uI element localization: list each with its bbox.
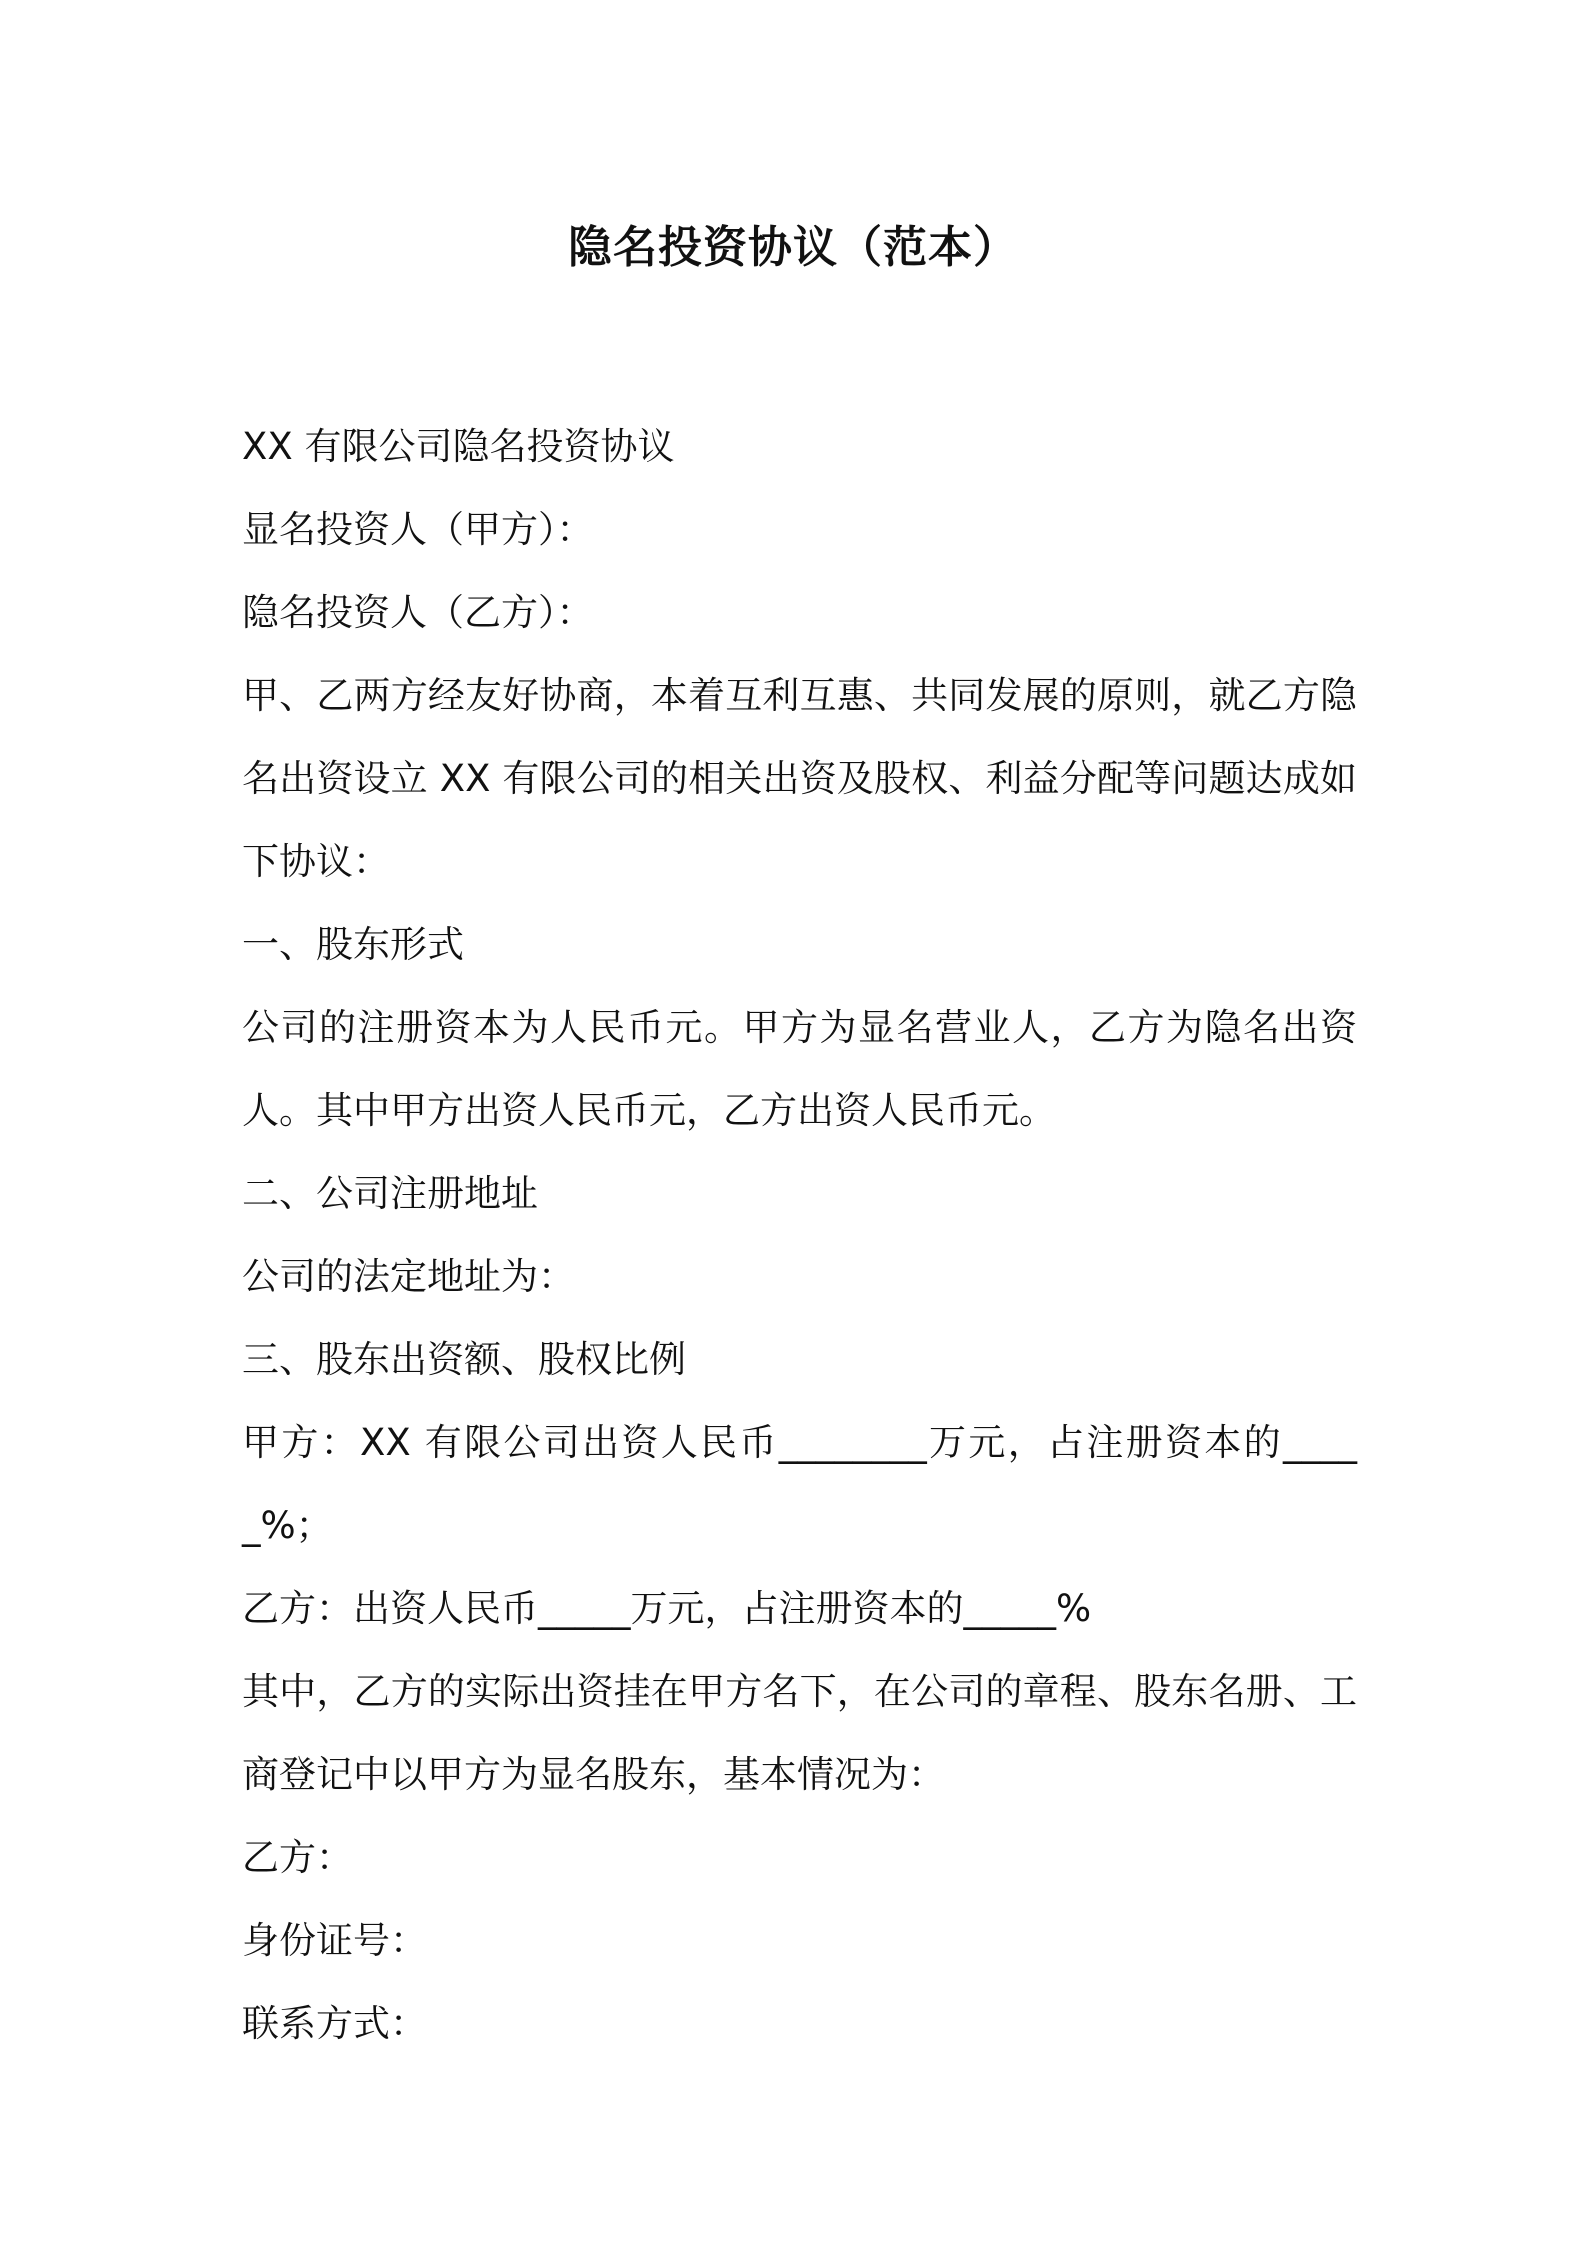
section-heading-3: 三、股东出资额、股权比例 (242, 1338, 686, 1381)
section-heading-2: 二、公司注册地址 (242, 1172, 538, 1215)
party-b-name-field: 乙方： (242, 1836, 353, 1879)
party-b-contribution-line: 乙方：出资人民币_____万元，占注册资本的_____% (242, 1587, 1092, 1630)
party-a-contribution-line: 甲方：XX 有限公司出资人民币________万元，占注册资本的_____%； (242, 1421, 1357, 1547)
preamble-paragraph: 甲、乙两方经友好协商，本着互利互惠、共同发展的原则，就乙方隐名出资设立 XX 有限公司的相关出资及股权、利益分配等问题达成如下协议： (242, 674, 1357, 883)
legal-address-line: 公司的法定地址为： (242, 1255, 575, 1298)
contact-field: 联系方式： (242, 2002, 427, 2045)
id-number-field: 身份证号： (242, 1919, 427, 1962)
party-a-line: 显名投资人（甲方）： (242, 508, 594, 551)
party-b-line: 隐名投资人（乙方）： (242, 591, 594, 634)
document-title: 隐名投资协议（范本） (568, 222, 1018, 273)
document-body (242, 405, 1357, 2065)
section-heading-1: 一、股东形式 (242, 923, 464, 966)
capital-paragraph: 公司的注册资本为人民币元。甲方为显名营业人，乙方为隐名出资人。其中甲方出资人民币元，乙方出资人民币元。 (242, 1006, 1357, 1132)
agreement-heading: XX 有限公司隐名投资协议 (242, 425, 675, 468)
nominee-paragraph: 其中，乙方的实际出资挂在甲方名下，在公司的章程、股东名册、工商登记中以甲方为显名股东，基本情况为： (242, 1670, 1357, 1796)
